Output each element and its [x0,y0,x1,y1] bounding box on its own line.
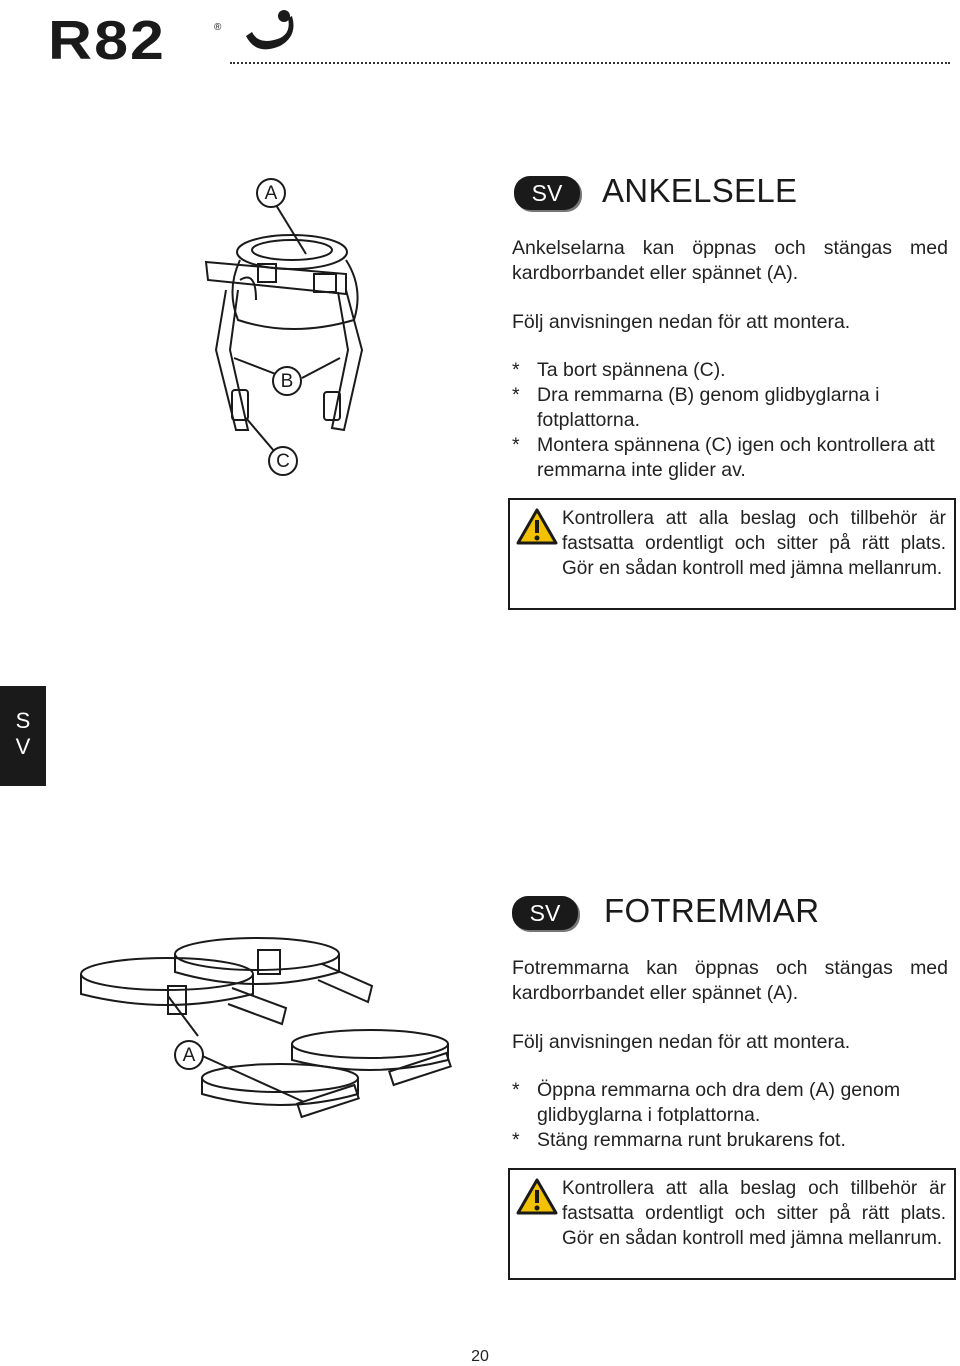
instruction-list [512,1078,948,1153]
language-badge: SV [512,896,578,930]
warning-triangle-icon [516,1178,558,1216]
callout-a: A [174,1040,204,1070]
warning-box [508,1168,956,1280]
side-tab-letter: V [15,734,31,759]
side-language-tab [0,686,46,786]
list-item: * Stäng remmarna runt brukarens fot. [512,1129,846,1151]
foot-straps-illustration [72,924,462,1124]
registered-mark: ® [214,22,222,33]
instruction-lead: Följ anvisningen nedan för att montera. [512,311,851,333]
warning-text: Kontrollera att alla beslag och tillbehör är fastsatta ordentligt och sitter på rätt plats. Gör en sådan kontroll med jämna mellanrum. [562,508,946,579]
instruction-list [512,358,948,483]
list-item: * Montera spännena (C) igen och kontrollera att remmarna inte glider av. [512,434,935,481]
warning-box [508,498,956,610]
callout-b: B [272,366,302,396]
list-item: * Ta bort spännena (C). [512,359,726,381]
instruction-lead: Följ anvisningen nedan för att montera. [512,1031,851,1053]
ankle-harness-illustration [196,170,386,490]
callout-c: C [268,446,298,476]
intro-paragraph: Fotremmarna kan öppnas och stängas med kardborrbandet eller spännet (A). [512,957,948,1004]
r82-logo [48,6,298,66]
side-tab-letter: S [15,708,31,733]
section-title: FOTREMMAR [604,892,820,929]
list-item: * Öppna remmarna och dra dem (A) genom glidbyglarna i fotplattorna. [512,1079,901,1126]
header-divider [230,62,950,64]
intro-paragraph: Ankelselarna kan öppnas och stängas med kardborrbandet eller spännet (A). [512,237,948,284]
list-item: * Dra remmarna (B) genom glidbyglarna i fotplattorna. [512,384,880,431]
r82-logo-swoosh-icon [246,10,294,49]
section-title: ANKELSELE [602,172,798,209]
warning-triangle-icon [516,508,558,546]
logo-text: R82 [48,9,167,66]
warning-text: Kontrollera att alla beslag och tillbehör är fastsatta ordentligt och sitter på rätt plats. Gör en sådan kontroll med jämna mellanrum. [562,1178,946,1249]
language-badge: SV [514,176,580,210]
page-number: 20 [471,1348,489,1365]
callout-a: A [256,178,286,208]
